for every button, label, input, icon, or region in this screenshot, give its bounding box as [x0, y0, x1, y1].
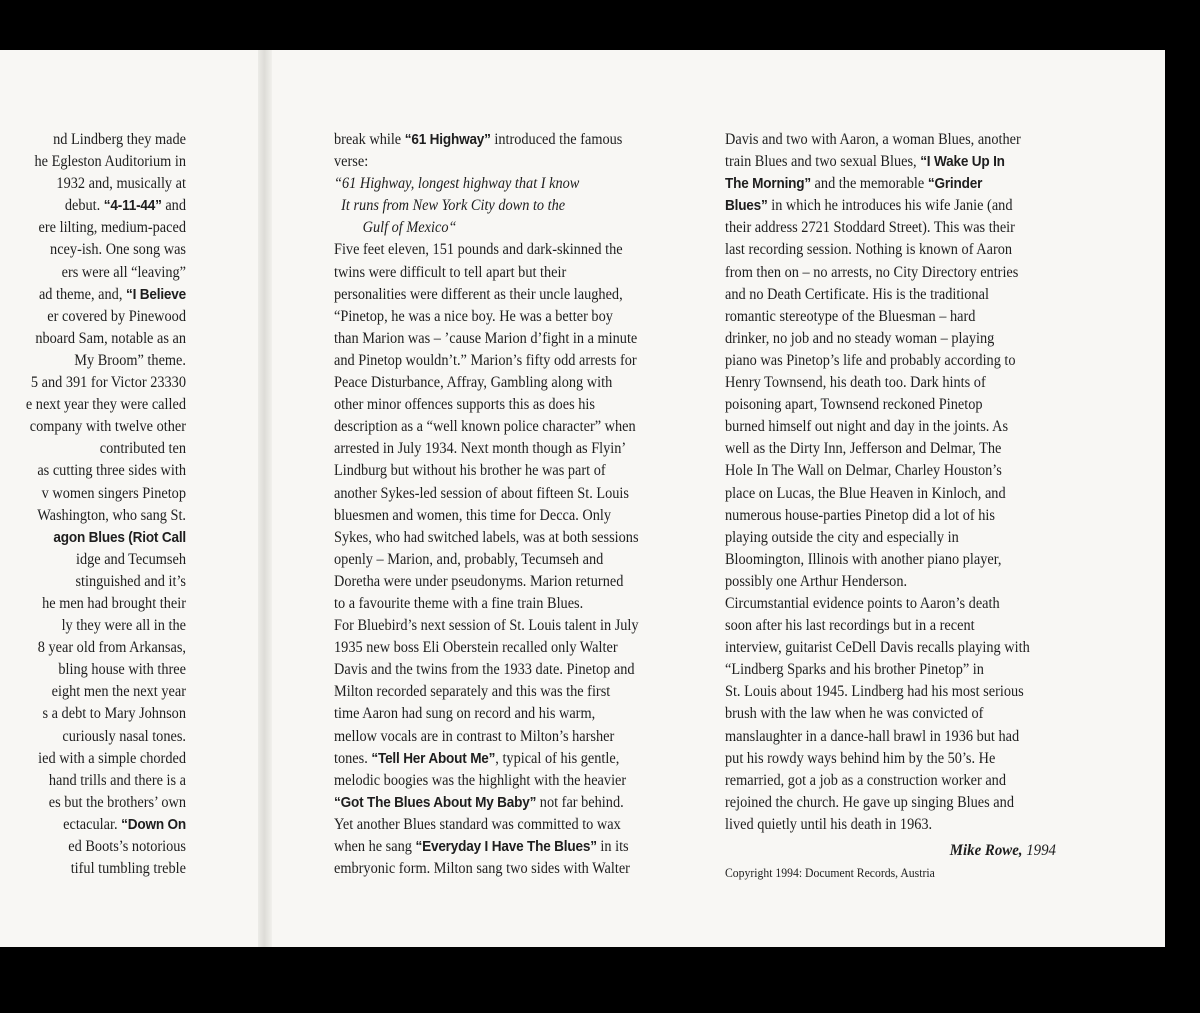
- text-segment: ers were all “leaving”: [61, 263, 186, 281]
- text-line: [725, 438, 1088, 460]
- text-line: [0, 748, 186, 770]
- text-line: [334, 814, 697, 836]
- text-line: [334, 262, 697, 284]
- text-line: [334, 527, 697, 549]
- text-line: [725, 151, 1088, 173]
- text-segment: embryonic form. Milton sang two sides with Walter: [334, 860, 630, 878]
- text-line: [334, 549, 697, 571]
- text-segment: eight men the next year: [51, 683, 186, 701]
- text-segment: bling house with three: [58, 661, 186, 679]
- text-line: [334, 328, 697, 350]
- text-segment: stinguished and it’s: [75, 572, 186, 590]
- text-line: [725, 726, 1088, 748]
- text-line: [0, 814, 186, 836]
- text-segment: playing outside the city and especially in: [725, 528, 959, 546]
- copyright-notice: Copyright 1994: Document Records, Austria: [725, 866, 935, 880]
- middle-text-column: [334, 129, 697, 880]
- text-segment: soon after his last recordings but in a recent: [725, 617, 975, 635]
- text-line: [0, 460, 186, 482]
- text-line: [725, 748, 1088, 770]
- text-segment: Five feet eleven, 151 pounds and dark-skinned the: [334, 241, 623, 259]
- text-segment: My Broom” theme.: [74, 351, 186, 369]
- text-segment: ied with a simple chorded: [38, 749, 186, 767]
- text-line: [0, 372, 186, 394]
- text-segment: er covered by Pinewood: [47, 307, 186, 325]
- song-title: “I Wake Up In: [920, 154, 1005, 171]
- text-line: [0, 549, 186, 571]
- text-segment: mellow vocals are in contrast to Milton’s harsher: [334, 727, 615, 745]
- text-line: [725, 328, 1088, 350]
- text-segment: he men had brought their: [42, 594, 186, 612]
- song-title: agon Blues (Riot Call: [53, 529, 187, 546]
- text-line: [725, 637, 1088, 659]
- text-segment: brush with the law when he was convicted of: [725, 705, 984, 723]
- text-line: [334, 217, 697, 239]
- lyric-text: It runs from New York City down to the: [334, 197, 566, 215]
- text-line: [0, 681, 186, 703]
- text-line: [334, 748, 697, 770]
- text-line: [0, 637, 186, 659]
- text-segment: Bloomington, Illinois with another piano player,: [725, 550, 1002, 568]
- text-line: [0, 239, 186, 261]
- left-text-column: [0, 129, 186, 880]
- text-segment: train Blues and two sexual Blues,: [725, 153, 921, 171]
- text-line: [0, 792, 186, 814]
- text-line: [0, 394, 186, 416]
- text-line: [0, 836, 186, 858]
- text-line: [334, 284, 697, 306]
- text-segment: nboard Sam, notable as an: [35, 329, 187, 347]
- text-segment: ere lilting, medium-paced: [38, 219, 186, 237]
- right-text-column: [725, 129, 1088, 836]
- text-line: [0, 416, 186, 438]
- text-segment: drinker, no job and no steady woman – playing: [725, 329, 995, 347]
- text-segment: last recording session. Nothing is known of Aaron: [725, 241, 1013, 259]
- text-line: [0, 328, 186, 350]
- text-line: [0, 262, 186, 284]
- text-line: [0, 703, 186, 725]
- text-segment: in which he introduces his wife Janie (and: [767, 197, 1013, 215]
- text-line: [334, 615, 697, 637]
- text-segment: other minor offences supports this as does his: [334, 396, 595, 414]
- text-segment: hand trills and there is a: [48, 771, 187, 789]
- text-segment: and no Death Certificate. His is the traditional: [725, 285, 989, 303]
- text-line: [334, 239, 697, 261]
- text-segment: Circumstantial evidence points to Aaron’s death: [725, 594, 1000, 612]
- text-line: [0, 173, 186, 195]
- song-title: The Morning”: [725, 176, 811, 193]
- text-line: [725, 505, 1088, 527]
- author-signature: [837, 840, 1056, 862]
- author-year: 1994: [1026, 842, 1056, 859]
- text-segment: rejoined the church. He gave up singing Blues and: [725, 793, 1014, 811]
- text-segment: in its: [596, 838, 629, 855]
- text-line: [0, 306, 186, 328]
- text-line: [334, 416, 697, 438]
- text-segment: debut.: [61, 197, 104, 215]
- text-segment: For Bluebird’s next session of St. Louis talent in July: [334, 617, 639, 635]
- text-line: [725, 350, 1088, 372]
- text-segment: melodic boogies was the highlight with the heavier: [334, 771, 627, 789]
- text-segment: 1935 new boss Eli Oberstein recalled only Walter: [334, 639, 618, 657]
- text-line: [334, 681, 697, 703]
- text-segment: Peace Disturbance, Affray, Gambling along with: [334, 374, 613, 392]
- text-segment: and the memorable: [810, 175, 928, 193]
- text-segment: contributed ten: [96, 440, 186, 458]
- text-line: [725, 239, 1088, 261]
- text-line: [0, 195, 186, 217]
- text-line: [0, 129, 186, 151]
- text-segment: arrested in July 1934. Next month though as Flyin’: [334, 440, 627, 458]
- text-line: [334, 173, 697, 195]
- text-segment: es but the brothers’ own: [48, 793, 186, 811]
- text-segment: well as the Dirty Inn, Jefferson and Delmar, The: [725, 440, 1002, 458]
- text-line: [725, 571, 1088, 593]
- text-line: [334, 836, 697, 858]
- text-segment: v women singers Pinetop: [41, 484, 186, 502]
- text-line: [334, 505, 697, 527]
- text-segment: Doretha were under pseudonyms. Marion returned: [334, 572, 624, 590]
- text-segment: lived quietly until his death in 1963.: [725, 815, 933, 833]
- text-line: [334, 483, 697, 505]
- booklet-fold: [258, 50, 272, 947]
- text-line: [334, 659, 697, 681]
- text-line: [0, 350, 186, 372]
- author-name: Mike Rowe,: [949, 842, 1023, 859]
- text-segment: numerous house-parties Pinetop did a lot of his: [725, 506, 995, 524]
- text-segment: than Marion was – ’cause Marion d’fight in a minute: [334, 329, 638, 347]
- text-line: [725, 372, 1088, 394]
- text-line: [334, 129, 697, 151]
- text-segment: Henry Townsend, his death too. Dark hints of: [725, 374, 986, 392]
- text-line: [0, 505, 186, 527]
- song-title: “4-11-44”: [103, 198, 162, 215]
- text-segment: when he sang: [334, 838, 416, 855]
- text-line: [725, 814, 1088, 836]
- text-line: [334, 151, 697, 173]
- song-title: “Grinder: [927, 176, 983, 193]
- text-segment: ectacular.: [63, 815, 122, 833]
- text-segment: ly they were all in the: [61, 617, 187, 635]
- text-segment: idge and Tecumseh: [75, 550, 186, 568]
- text-line: [0, 770, 186, 792]
- text-segment: “Pinetop, he was a nice boy. He was a better boy: [334, 307, 613, 325]
- text-segment: not far behind.: [536, 793, 624, 811]
- text-segment: place on Lucas, the Blue Heaven in Kinloch, and: [725, 484, 1006, 502]
- text-line: [0, 151, 186, 173]
- text-segment: 5 and 391 for Victor 23330: [30, 374, 187, 392]
- text-line: [0, 858, 186, 880]
- text-segment: company with twelve other: [29, 418, 186, 436]
- text-segment: possibly one Arthur Henderson.: [725, 572, 908, 590]
- song-title: “61 Highway”: [404, 132, 491, 148]
- text-segment: as cutting three sides with: [37, 462, 186, 480]
- text-line: [0, 438, 186, 460]
- text-segment: ad theme, and,: [38, 285, 126, 303]
- text-line: [0, 571, 186, 593]
- text-line: [334, 372, 697, 394]
- text-line: [334, 792, 697, 814]
- text-line: [334, 306, 697, 328]
- lyric-text: Gulf of Mexico“: [334, 219, 457, 237]
- text-segment: Milton recorded separately and this was the first: [334, 683, 611, 701]
- text-line: [334, 726, 697, 748]
- text-line: [725, 284, 1088, 306]
- song-title: “Everyday I Have The Blues”: [415, 839, 597, 855]
- text-line: [725, 527, 1088, 549]
- text-segment: remarried, got a job as a construction worker and: [725, 771, 1007, 789]
- text-segment: twins were difficult to tell apart but their: [334, 263, 567, 281]
- text-segment: piano was Pinetop’s life and probably according to: [725, 351, 1016, 369]
- text-line: [0, 659, 186, 681]
- text-line: [725, 217, 1088, 239]
- lyric-text: “61 Highway, longest highway that I know: [334, 175, 580, 193]
- text-line: [334, 195, 697, 217]
- text-segment: from then on – no arrests, no City Directory entries: [725, 263, 1019, 281]
- text-segment: another Sykes-led session of about fifteen St. Louis: [334, 484, 629, 502]
- text-segment: and: [161, 197, 186, 215]
- text-line: [0, 615, 186, 637]
- text-segment: Washington, who sang St.: [37, 506, 187, 524]
- text-line: [725, 460, 1088, 482]
- text-line: [725, 681, 1088, 703]
- text-line: [725, 173, 1088, 195]
- song-title: “Got The Blues About My Baby”: [334, 794, 537, 811]
- text-line: [725, 792, 1088, 814]
- song-title: “Down On: [121, 816, 186, 833]
- text-segment: curiously nasal tones.: [62, 727, 186, 745]
- text-segment: verse:: [334, 153, 369, 171]
- text-segment: Hole In The Wall on Delmar, Charley Houston’s: [725, 462, 1002, 480]
- text-segment: tones.: [334, 749, 372, 767]
- text-line: [334, 637, 697, 659]
- text-line: [0, 284, 186, 306]
- text-segment: break while: [334, 131, 405, 148]
- text-line: [334, 703, 697, 725]
- text-line: [0, 527, 186, 549]
- text-line: [334, 571, 697, 593]
- text-line: [334, 438, 697, 460]
- text-line: [725, 549, 1088, 571]
- text-line: [334, 593, 697, 615]
- text-segment: romantic stereotype of the Bluesman – hard: [725, 307, 976, 325]
- text-segment: poisoning apart, Townsend reckoned Pinetop: [725, 396, 983, 414]
- text-segment: their address 2721 Stoddard Street). This was their: [725, 219, 1015, 237]
- text-line: [725, 615, 1088, 637]
- text-line: [725, 770, 1088, 792]
- text-segment: 8 year old from Arkansas,: [37, 639, 186, 657]
- text-line: [725, 129, 1088, 151]
- text-line: [725, 195, 1088, 217]
- text-segment: he Egleston Auditorium in: [34, 153, 187, 171]
- text-line: [725, 394, 1088, 416]
- text-segment: “Lindberg Sparks and his brother Pinetop” in: [725, 661, 984, 679]
- text-segment: time Aaron had sung on record and his warm,: [334, 705, 596, 723]
- text-line: [0, 593, 186, 615]
- text-segment: tiful tumbling treble: [70, 860, 186, 878]
- song-title: “I Believe: [125, 286, 186, 303]
- text-segment: Yet another Blues standard was committed to wax: [334, 815, 621, 833]
- text-line: [725, 483, 1088, 505]
- song-title: Blues”: [725, 198, 768, 215]
- text-segment: manslaughter in a dance-hall brawl in 1936 but had: [725, 727, 1020, 745]
- text-segment: Davis and the twins from the 1933 date. Pinetop and: [334, 661, 635, 679]
- text-line: [334, 858, 697, 880]
- text-segment: bluesmen and women, this time for Decca. Only: [334, 506, 612, 524]
- text-line: [334, 394, 697, 416]
- text-line: [334, 350, 697, 372]
- text-line: [725, 262, 1088, 284]
- text-line: [725, 593, 1088, 615]
- text-segment: introduced the famous: [490, 131, 623, 148]
- text-line: [0, 483, 186, 505]
- text-segment: Lindburg but without his brother he was part of: [334, 462, 606, 480]
- text-segment: personalities were different as their uncle laughed,: [334, 285, 623, 303]
- text-line: [725, 416, 1088, 438]
- text-segment: Sykes, who had switched labels, was at both sessions: [334, 528, 639, 546]
- text-segment: put his rowdy ways behind him by the 50’s. He: [725, 749, 996, 767]
- text-segment: ncey-ish. One song was: [50, 241, 186, 259]
- text-line: [0, 217, 186, 239]
- text-segment: nd Lindberg they made: [53, 131, 187, 148]
- text-line: [725, 306, 1088, 328]
- text-segment: 1932 and, musically at: [56, 175, 187, 193]
- text-line: [0, 726, 186, 748]
- text-segment: , typical of his gentle,: [495, 749, 620, 767]
- text-segment: interview, guitarist CeDell Davis recalls playing with: [725, 639, 1030, 657]
- text-segment: and Pinetop wouldn’t.” Marion’s fifty odd arrests for: [334, 351, 637, 369]
- song-title: “Tell Her About Me”: [371, 750, 496, 767]
- text-segment: to a favourite theme with a fine train Blues.: [334, 594, 584, 612]
- text-line: [725, 659, 1088, 681]
- text-line: [334, 460, 697, 482]
- text-segment: description as a “well known police character” when: [334, 418, 636, 436]
- text-segment: openly – Marion, and, probably, Tecumseh and: [334, 550, 604, 568]
- text-segment: s a debt to Mary Johnson: [42, 705, 186, 723]
- text-segment: ed Boots’s notorious: [68, 838, 186, 855]
- text-segment: burned himself out night and day in the joints. As: [725, 418, 1009, 436]
- text-line: [725, 703, 1088, 725]
- text-line: [334, 770, 697, 792]
- text-segment: St. Louis about 1945. Lindberg had his most serious: [725, 683, 1024, 701]
- text-segment: e next year they were called: [25, 396, 187, 414]
- text-segment: Davis and two with Aaron, a woman Blues, another: [725, 131, 1021, 148]
